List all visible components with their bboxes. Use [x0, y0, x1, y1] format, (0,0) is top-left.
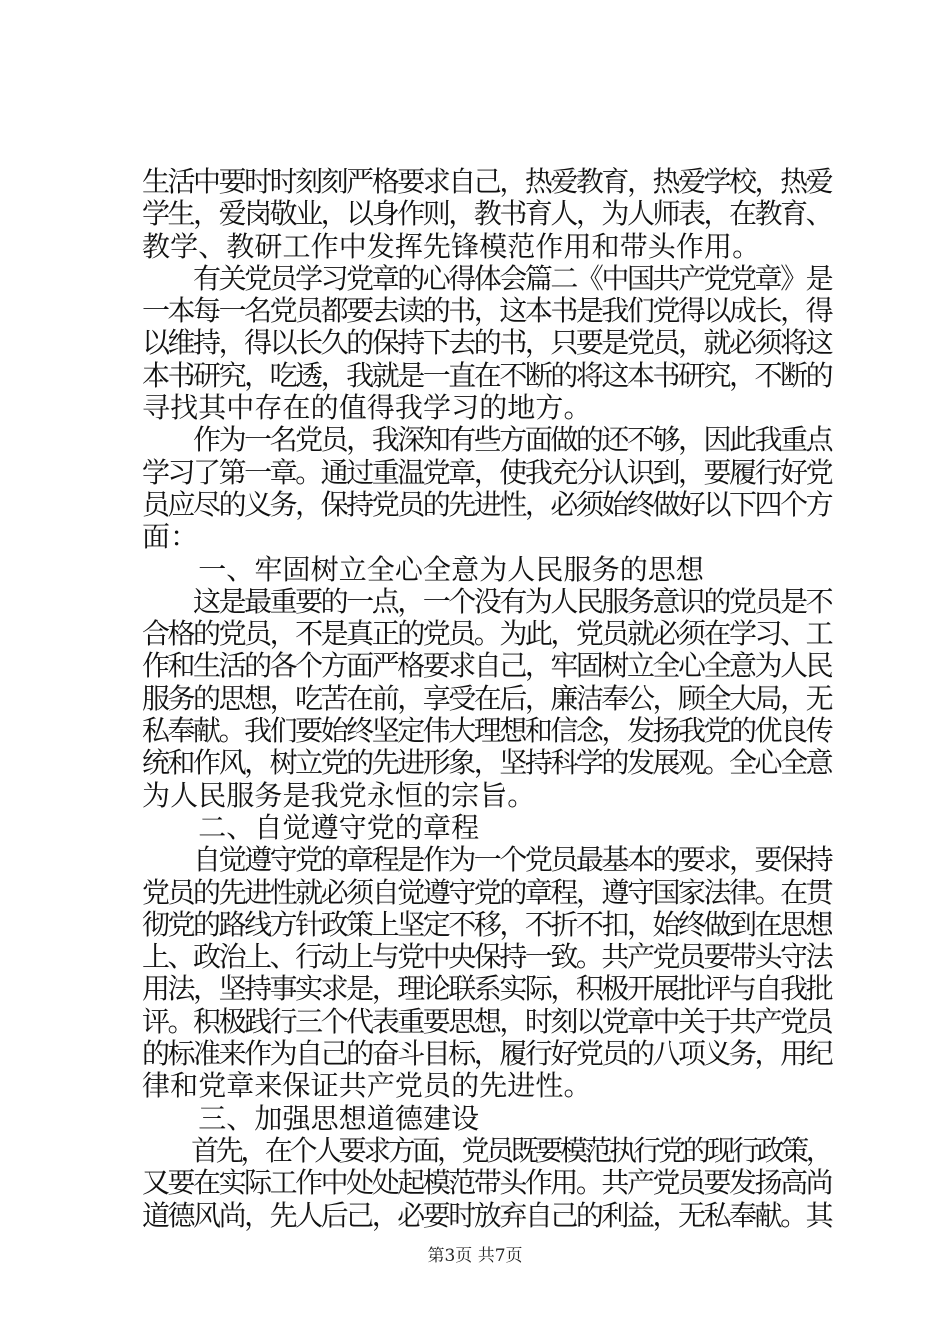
text-line: 党员的先进性就必须自觉遵守党的章程，遵守国家法律。在贯	[142, 875, 832, 909]
text-line: 又要在实际工作中处处起模范带头作用。共产党员要发扬高尚	[142, 1166, 832, 1200]
text-line: 面：	[142, 520, 199, 554]
text-line: 服务的思想，吃苦在前，享受在后，廉洁奉公，顾全大局，无	[142, 681, 832, 715]
text-line: 以维持，得以长久的保持下去的书，只要是党员，就必须将这	[142, 326, 832, 360]
page-footer: 第3页 共7页	[427, 1246, 523, 1266]
text-line: 作和生活的各个方面严格要求自己，牢固树立全心全意为人民	[142, 649, 832, 683]
text-line: 这是最重要的一点，一个没有为人民服务意识的党员是不	[142, 584, 832, 618]
text-line: 有关党员学习党章的心得体会篇二《中国共产党党章》是	[142, 261, 832, 295]
text-line: 员应尽的义务，保持党员的先进性，必须始终做好以下四个方	[142, 487, 832, 521]
text-line: 一本每一名党员都要去读的书，这本书是我们党得以成长，得	[142, 294, 832, 328]
text-line: 一、牢固树立全心全意为人民服务的思想	[142, 552, 705, 586]
document-body	[142, 166, 834, 1232]
text-line: 首先，在个人要求方面，党员既要模范执行党的现行政策，	[142, 1133, 831, 1167]
text-line: 上、政治上、行动上与党中央保持一致。共产党员要带头守法	[142, 940, 832, 974]
text-line: 自觉遵守党的章程是作为一个党员最基本的要求，要保持	[142, 843, 832, 877]
text-line: 统和作风，树立党的先进形象，坚持科学的发展观。全心全意	[142, 746, 832, 780]
text-line: 律和党章来保证共产党员的先进性。	[142, 1069, 592, 1103]
text-line: 合格的党员，不是真正的党员。为此，党员就必须在学习、工	[142, 617, 832, 651]
text-line: 评。积极践行三个代表重要思想，时刻以党章中关于共产党员	[142, 1004, 832, 1038]
text-line: 寻找其中存在的值得我学习的地方。	[142, 391, 592, 425]
text-line: 学习了第一章。通过重温党章，使我充分认识到，要履行好党	[142, 455, 832, 489]
text-line: 作为一名党员，我深知有些方面做的还不够，因此我重点	[142, 423, 832, 457]
text-line: 的标准来作为自己的奋斗目标，履行好党员的八项义务，用纪	[142, 1037, 832, 1071]
text-line: 道德风尚，先人后己，必要时放弃自己的利益，无私奉献。其	[142, 1198, 832, 1232]
text-line: 彻党的路线方针政策上坚定不移，不折不扣，始终做到在思想	[142, 907, 832, 941]
text-line: 生活中要时时刻刻严格要求自己，热爱教育，热爱学校，热爱	[142, 165, 832, 198]
text-line: 为人民服务是我党永恒的宗旨。	[142, 778, 536, 812]
text-line: 三、加强思想道德建设	[142, 1101, 480, 1135]
text-line: 学生，爱岗敬业，以身作则，教书育人，为人师表，在教育、	[142, 197, 832, 231]
text-line: 本书研究，吃透，我就是一直在不断的将这本书研究，不断的	[142, 358, 832, 392]
text-line: 教学、教研工作中发挥先锋模范作用和带头作用。	[142, 229, 761, 263]
text-line: 用法，坚持事实求是，理论联系实际，积极开展批评与自我批	[142, 972, 832, 1006]
text-line: 私奉献。我们要始终坚定伟大理想和信念，发扬我党的优良传	[142, 714, 832, 748]
text-line: 二、自觉遵守党的章程	[142, 810, 480, 844]
